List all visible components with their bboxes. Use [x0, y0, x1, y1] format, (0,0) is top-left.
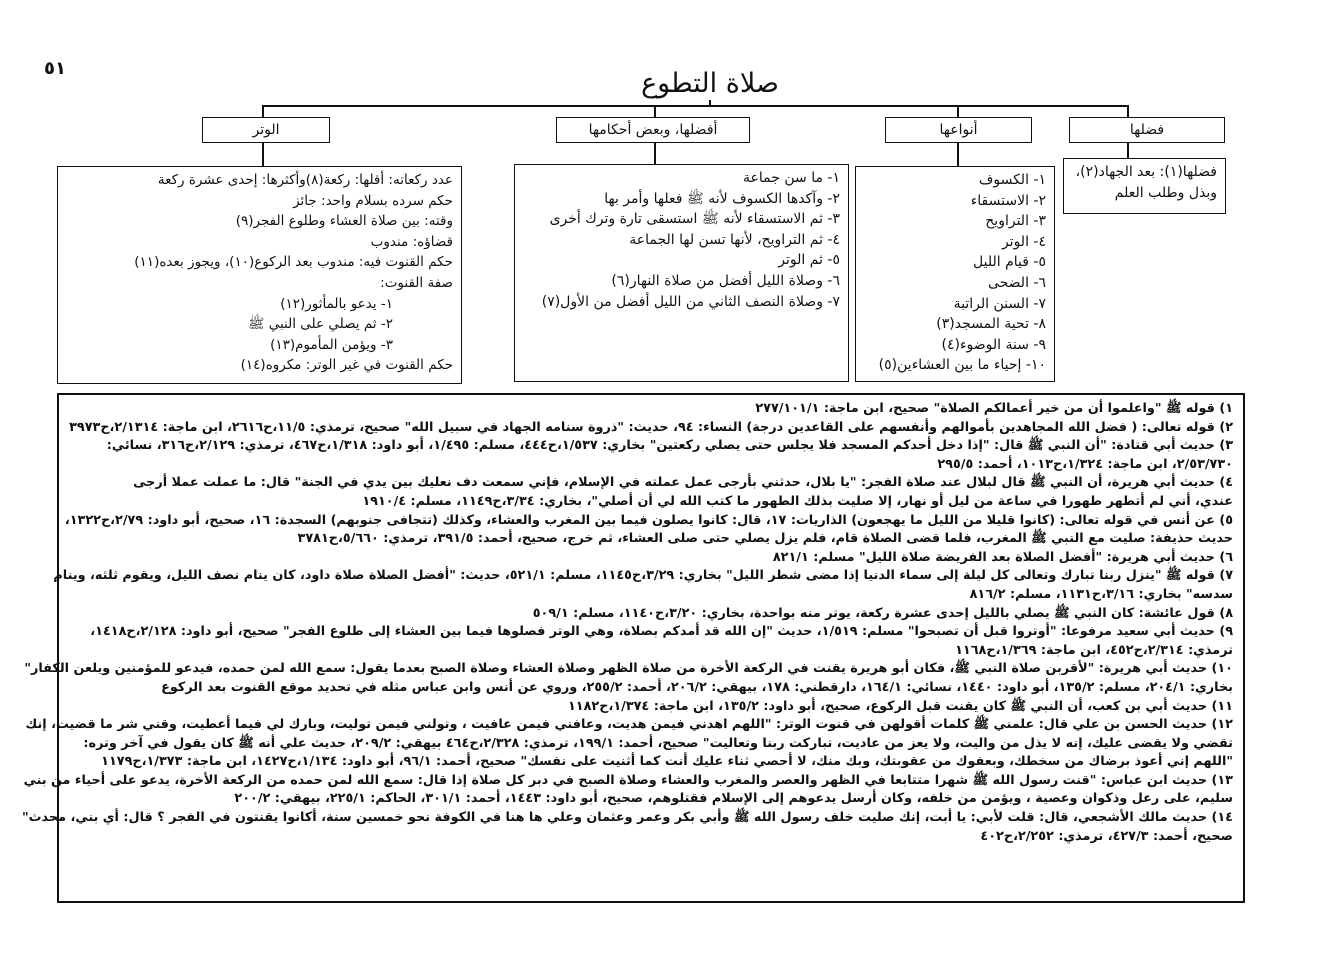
footnote-line: ٩) حديث أبي سعيد مرفوعا: "أوتروا قبل أن تصبحوا" مسلم: ١/٥١٩، حديث "إن الله قد أمدكم بصلاة، وهي الوتر فصلوها فيما بين العشاء إلى طلوع الفجر" صحيح، أبو داود: ٢/١٢٨،ح١٤١٨،: [90, 624, 1233, 640]
anwa-item: ٧- السنن الراتبة: [953, 295, 1046, 312]
anwa-box: [855, 166, 1055, 382]
witr-box: [57, 166, 462, 384]
witr-item: حكم القنوت فيه: مندوب بعد الركوع(١٠)، ويجوز بعده(١١): [134, 254, 453, 271]
afdal-item: ٧- وصلاة النصف الثاني من الليل أفضل من الأول(٧): [541, 293, 840, 310]
footnote-line: ٢/٥٣/٧٣٠، ابن ماجة: ١/٣٢٤،ح١٠١٣، أحمد: ٢٩٥/٥: [937, 456, 1233, 472]
anwa-item: ٤- الوتر: [1001, 233, 1046, 250]
afdal-box: [514, 164, 849, 382]
connector-fadl: [1127, 105, 1129, 117]
footnote-line: ٨) قول عائشة: كان النبي ﷺ يصلي بالليل إحدى عشرة ركعة، يوتر منه بواحدة، بخاري: ٣/٢٠،ح١١٤٠، مسلم: ٥٠٩/١: [532, 605, 1233, 621]
witr-item: قضاؤه: مندوب: [370, 233, 453, 250]
anwa-item: ١٠- إحياء ما بين العشاءين(٥): [878, 357, 1046, 374]
footnote-line: ٧) قوله ﷺ "ينزل ربنا تبارك وتعالى كل ليلة إلى سماء الدنيا إذا مضى شطر الليل" بخاري: ٣/٢٩،ح١١٤٥، مسلم: ٥٢١/١، حديث: "أفضل الصلاة صلاة داود، كان ينام نصف الليل، ويقوم ثلثه، وينام: [53, 568, 1233, 584]
witr-item: عدد ركعاته: أقلها: ركعة(٨)وأكثرها: إحدى عشرة ركعة: [157, 172, 453, 188]
footnote-line: ١٤) حديث مالك الأشجعي، قال: قلت لأبي: يا أبت، إنك صليت خلف رسول الله ﷺ وأبي بكر وعمر وعثمان وعلي ها هنا في الكوفة نحو خمسين سنة، أكانوا يقنتون في الفجر ؟ قال: أي بني، محدث": [22, 810, 1233, 826]
page-number: ٥١: [44, 58, 66, 79]
connector-fadl-down: [1127, 142, 1129, 158]
header-anwa: أنواعها: [885, 117, 1032, 143]
fadl-box: [1063, 158, 1226, 214]
footnote-line: ٢) قوله تعالى: ( فضل الله المجاهدين بأموالهم وأنفسهم على القاعدين درجة) النساء: ٩٤، حديث: "ذروة سنامه الجهاد في سبيل الله" صحيح، ترمذي: ١١/٥،ح٢٦١٦، ابن ماجة: ٢/١٣١٤،ح٣٩٧٣: [69, 419, 1233, 435]
footnote-line: ٣) حديث أبي قتادة: "أن النبي ﷺ قال: "إذا دخل أحدكم المسجد فلا يجلس حتى يصلي ركعتين" بخاري: ١/٥٣٧،ح٤٤٤، مسلم: ١/٤٩٥، أبو داود: ١/٣١٨،ح٤٦٧، ترمذي: ٢/١٢٩،ح٣١٦، نسائي:: [106, 438, 1233, 454]
footnote-line: بخاري: ٢٠٤/١، مسلم: ١٣٥/٢، أبو داود: ١٤٤٠، نسائي: ١٦٤/١، دارقطني: ١٧٨، بيهقي: ٢٠٦/٢، أحمد: ٢٥٥/٢، وروي عن أنس وابن عباس مثله في تحديد موقع القنوت بعد الركوع: [161, 679, 1233, 695]
witr-item: ١- يدعو بالمأثور(١٢): [280, 295, 393, 312]
header-afdal: أفضلها، وبعض أحكامها: [556, 117, 750, 143]
footnote-line: حديث حذيفة: صليت مع النبي ﷺ المغرب، فلما قضى الصلاة قام، فلم يزل يصلي حتى صلى العشاء، ثم خرج، صحيح، أحمد: ٣٩١/٥، ترمذي: ٥/٦٦٠،ح٣٧٨١: [297, 531, 1233, 547]
connector-witr: [262, 105, 264, 117]
page-title: صلاة التطوع: [641, 68, 779, 99]
afdal-item: ٥- ثم الوتر: [778, 252, 840, 269]
witr-item: ٣- ويؤمن المأموم(١٣): [270, 336, 393, 353]
header-fadl: فضلها: [1069, 117, 1225, 143]
fadl-line: فضلها(١): بعد الجهاد(٢)،: [1075, 164, 1217, 180]
connector-horizontal: [262, 105, 1128, 107]
witr-item: ٢- ثم يصلي على النبي ﷺ: [248, 316, 393, 333]
witr-item: حكم سرده بسلام واحد: جائز: [293, 192, 453, 209]
header-witr: الوتر: [202, 117, 330, 143]
footnote-line: "اللهم إني أعوذ برضاك من سخطك، وبعفوك من عقوبتك، وبك منك، لا أحصي ثناء عليك أنت كما أثنيت على نفسك" صحيح، أحمد: ٩٦/١، أبو داود: ١/١٣٤،ح١٤٢٧، ابن ماجة: ١/٣٧٣،ح١١٧٩: [101, 754, 1233, 770]
footnote-line: ٤) حديث أبي هريرة، أن النبي ﷺ قال لبلال عند صلاة الفجر: "يا بلال، حدثني بأرجى عمل عملته في الإسلام، فإني سمعت دف نعليك بين يدي في الجنة" قال: ما عملت عملا أرجى: [133, 475, 1233, 491]
anwa-item: ١- الكسوف: [978, 172, 1046, 188]
afdal-item: ١- ما سن جماعة: [743, 170, 840, 186]
footnote-line: ٦) حديث أبي هريرة: "أفضل الصلاة بعد الفريضة صلاة الليل" مسلم: ٨٢١/١: [772, 549, 1233, 565]
connector-anwa-down: [957, 142, 959, 166]
footnote-line: ١) قوله ﷺ "واعلموا أن من خير أعمالكم الصلاة" صحيح، ابن ماجة: ٢٧٧/١٠١/١: [755, 401, 1233, 416]
afdal-item: ٤- ثم التراويح، لأنها تسن لها الجماعة: [629, 231, 840, 248]
anwa-item: ٣- التراويح: [985, 213, 1046, 230]
footnote-line: ١٣) حديث ابن عباس: "قنت رسول الله ﷺ شهرا متتابعا في الظهر والعصر والمغرب والعشاء وصلاة الصبح في دبر كل صلاة إذا قال: سمع الله لمن حمده من الركعة الأخرة، يدعو على أحياء من بني: [23, 772, 1233, 788]
footnote-line: صحيح، أحمد: ٤٢٧/٣، ترمذي: ٢/٢٥٢،ح٤٠٢: [980, 828, 1233, 844]
footnotes-box: [22, 393, 1245, 903]
footnote-line: عندي، أني لم أتطهر طهورا في ساعة من ليل أو نهار، إلا صليت بذلك الطهور ما كتب الله لي أن أصلي"، بخاري: ٣/٣٤،ح١١٤٩، مسلم: ١٩١٠/٤: [362, 493, 1233, 509]
afdal-item: ٢- وآكدها الكسوف لأنه ﷺ فعلها وأمر بها: [604, 190, 840, 207]
witr-item: وقته: بين صلاة العشاء وطلوع الفجر(٩): [235, 213, 453, 230]
connector-afdal: [654, 105, 656, 117]
anwa-item: ٦- الضحى: [987, 274, 1046, 291]
afdal-item: ٦- وصلاة الليل أفضل من صلاة النهار(٦): [611, 272, 840, 289]
witr-item: حكم القنوت في غير الوتر: مكروه(١٤): [240, 357, 453, 374]
connector-witr-down: [262, 142, 264, 166]
witr-item: صفة القنوت:: [380, 274, 453, 291]
footnote-line: ١٠) حديث أبي هريرة: "لأقربن صلاة النبي ﷺ، فكان أبو هريرة يقنت في الركعة الأخرة من صلاة الظهر وصلاة العشاء وصلاة الصبح بعدما يقول: سمع الله لمن حمده، فيدعو للمؤمنين ويلعن الكفار": [24, 661, 1233, 677]
footnote-line: ترمذي: ٢/٣١٤،ح٤٥٢، ابن ماجة: ١/٣٦٩،ح١١٦٨: [955, 642, 1233, 658]
footnote-line: ١٢) حديث الحسن بن علي قال: علمني ﷺ كلمات أقولهن في قنوت الوتر: "اللهم اهدني فيمن هديت، وعافني فيمن عافيت ، وتولني فيمن توليت، وبارك لي فيما أعطيت، وقني شر ما قضيت، إنك: [25, 717, 1233, 733]
footnote-line: سليم، على رعل وذكوان وعصية ، ويؤمن من خلفه، وكان أرسل يدعوهم إلى الإسلام فقتلوهم، صحيح، أبو داود: ١٤٤٣، أحمد: ٣٠١/١، الحاكم: ٢٢٥/١، بيهقي: ٢٠٠/٢: [234, 791, 1233, 807]
anwa-item: ٩- سنة الوضوء(٤): [941, 336, 1046, 353]
footnote-line: سدسه" بخاري: ٣/١٦،ح١١٣١، مسلم: ٨١٦/٢: [969, 586, 1233, 602]
footnote-line: تقضي ولا يقضى عليك، إنه لا يذل من واليت، ولا يعز من عاديت، تباركت ربنا وتعاليت" صحيح، أحمد: ١٩٩/١، ترمذي: ٢/٣٢٨،ح٤٦٤ بيهقي: ٢٠٩/٢، حديث علي أنه ﷺ كان يقول في آخر وتره:: [83, 735, 1233, 751]
anwa-item: ٥- قيام الليل: [973, 254, 1046, 271]
anwa-item: ٢- الاستسقاء: [970, 192, 1046, 209]
afdal-item: ٣- ثم الاستسقاء لأنه ﷺ استسقى تارة وترك أخرى: [549, 211, 840, 228]
footnote-line: ٥) عن أنس في قوله تعالى: (كانوا قليلا من الليل ما يهجعون) الذاريات: ١٧، قال: كانوا يصلون فيما بين المغرب والعشاء، وكذلك (تتجافى جنوبهم) السجدة: ١٦، صحيح، أبو داود: ٢/٧٩،ح١٣٢٢،: [64, 512, 1233, 528]
anwa-item: ٨- تحية المسجد(٣): [936, 316, 1046, 333]
connector-afdal-down: [654, 142, 656, 164]
connector-anwa: [957, 105, 959, 117]
fadl-line: وبذل وطلب العلم: [1114, 184, 1217, 201]
footnote-line: ١١) حديث أبي بن كعب، أن النبي ﷺ كان يقنت قبل الركوع، صحيح، أبو داود: ١٣٥/٢، ابن ماجة: ١/٣٧٤،ح١١٨٢: [567, 698, 1233, 714]
